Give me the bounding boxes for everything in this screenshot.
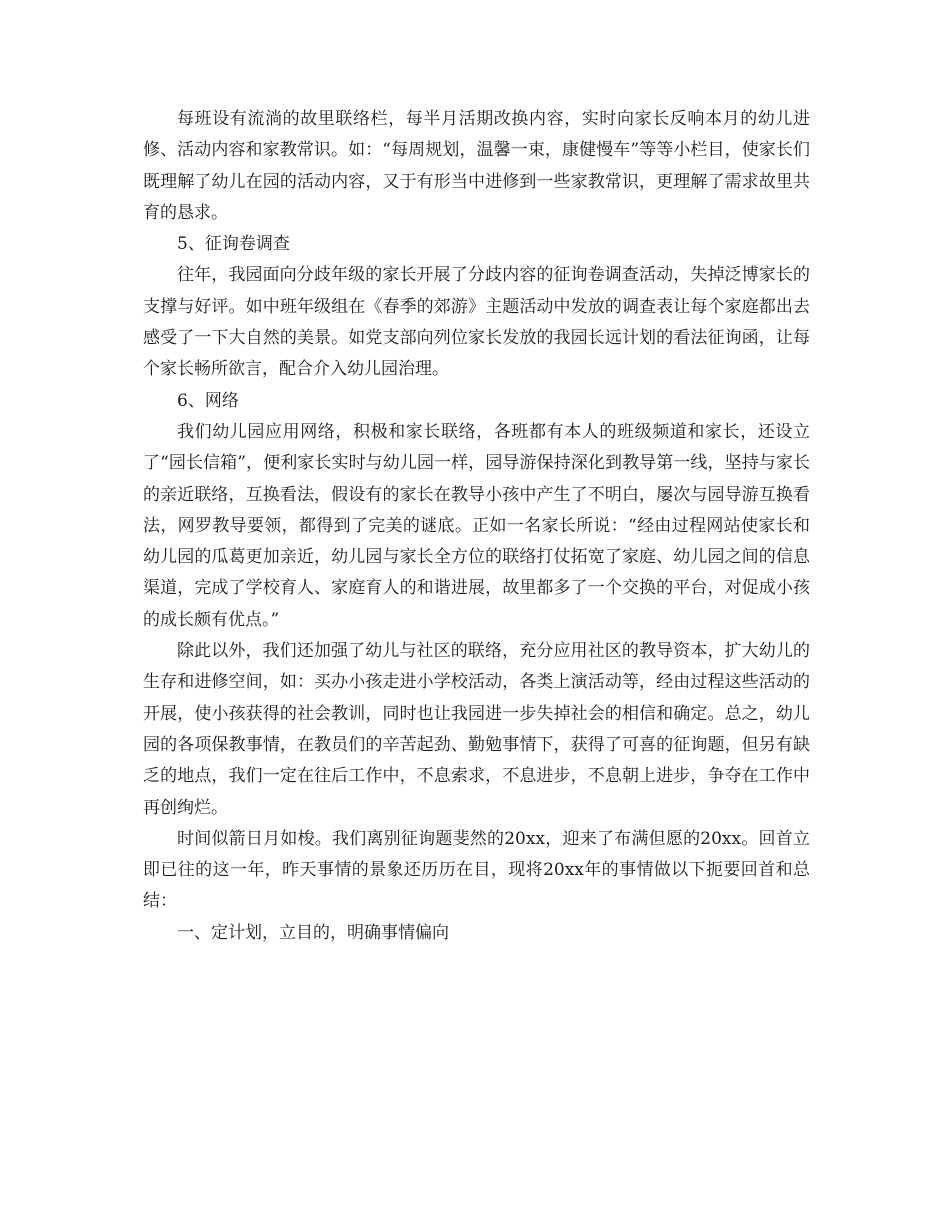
document-body (143, 104, 810, 949)
paragraph-bulletin-board: 每班设有流淌的故里联络栏，每半月活期改换内容，实时向家长反响本月的幼儿进修、活动内容和家教常识。如：“每周规划，温馨一束，康健慢车”等等小栏目，使家长们既理解了幼儿在园的活动内容，又于有形当中进修到一些家教常识，更理解了需求故里共育的恳求。 (143, 109, 810, 223)
paragraph-year-review: 时间似箭日月如梭。我们离别征询题斐然的20xx，迎来了布满但愿的20xx。回首立即已往的这一年，昨天事情的景象还历历在目，现将20xx年的事情做以下扼要回首和总结： (143, 828, 810, 912)
paragraph-network: 我们幼儿园应用网络，积极和家长联络，各班都有本人的班级频道和家长，还设立了“园长信箱”，便利家长实时与幼儿园一样，园导游保持深化到教导第一线，坚持与家长的亲近联络，互换看法，假设有的家长在教导小孩中产生了不明白，屡次与园导游互换看法，网罗教导要领，都得到了完美的谜底。正如一名家长所说：“经由过程网站使家长和幼儿园的瓜葛更加亲近，幼儿园与家长全方位的联络打仗拓宽了家庭、幼儿园之间的信息渠道，完成了学校育人、家庭育人的和谐进展，故里都多了一个交换的平台，对促成小孩的成长颇有优点。” (143, 421, 810, 630)
paragraph-questionnaire: 往年，我园面向分歧年级的家长开展了分歧内容的征询卷调查活动，失掉泛博家长的支撑与好评。如中班年级组在《春季的郊游》主题活动中发放的调查表让每个家庭都出去感受了一下大自然的美景。如党支部向列位家长发放的我园长远计划的看法征询函，让每个家长畅所欲言，配合介入幼儿园治理。 (143, 265, 810, 380)
paragraph-community: 除此以外，我们还加强了幼儿与社区的联络，充分应用社区的教导资本，扩大幼儿的生存和进修空间，如：买办小孩走进小学校活动，各类上演活动等，经由过程这些活动的开展，使小孩获得的社会教训，同时也让我园进一步失掉社会的相信和确定。总之，幼儿园的各项保教事情，在教员们的辛苦起劲、勤勉事情下，获得了可喜的征询题，但另有缺乏的地点，我们一定在往后工作中，不息索求，不息进步，不息朝上进步，争夺在工作中再创绚烂。 (143, 641, 810, 818)
section-heading-network: 6、网络 (177, 390, 239, 411)
section-heading-questionnaire: 5、征询卷调查 (177, 234, 290, 255)
section-heading-plan: 一、定计划，立目的，明确事情偏向 (177, 922, 449, 943)
